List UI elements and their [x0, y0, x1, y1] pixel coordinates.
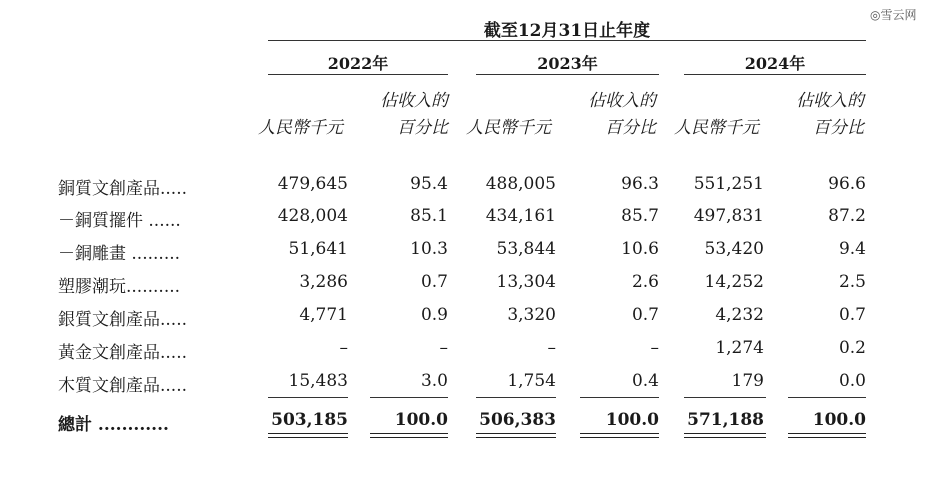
pct-2024: 0.0	[838, 371, 866, 391]
row-label: －銅雕畫 .........	[58, 244, 181, 264]
double-underline	[580, 433, 659, 438]
amount-2024: 14,252	[704, 272, 764, 292]
amount-label-2024: 人民幣千元	[674, 118, 759, 138]
amount-2023: 488,005	[485, 174, 556, 194]
pct-2023: 10.6	[621, 239, 659, 259]
amount-2024: 53,420	[704, 239, 764, 259]
subtotal-rule	[788, 397, 866, 398]
pct-2022: –	[439, 338, 448, 358]
pct-2023: 0.7	[631, 305, 659, 325]
row-label: －銅質擺件 ......	[58, 211, 181, 231]
row-label: 塑膠潮玩..........	[58, 277, 181, 297]
pct-label-2022-line1: 佔收入的	[380, 91, 448, 111]
year-2023: 2023年	[537, 54, 598, 73]
pct-2024: 2.5	[838, 272, 866, 292]
total-pct-2023: 100.0	[605, 410, 659, 430]
subtotal-rule	[476, 397, 556, 398]
year-2024: 2024年	[744, 54, 806, 73]
subtotal-rule	[268, 397, 348, 398]
subtotal-rule	[580, 397, 659, 398]
amount-label-2022: 人民幣千元	[258, 118, 343, 138]
pct-2022: 10.3	[410, 239, 448, 259]
row-label: 黃金文創產品.....	[58, 343, 188, 363]
total-amount-2024: 571,188	[687, 410, 764, 430]
double-underline	[476, 433, 556, 438]
amount-2023: 3,320	[507, 305, 556, 325]
amount-2022: 51,641	[288, 239, 348, 259]
amount-2023: 434,161	[485, 206, 556, 226]
pct-label-2024-line2: 百分比	[813, 118, 864, 138]
amount-2022: 3,286	[299, 272, 348, 292]
amount-2023: 1,754	[507, 371, 556, 391]
subtotal-rule	[684, 397, 766, 398]
pct-2023: 0.4	[631, 371, 659, 391]
total-pct-2022: 100.0	[394, 410, 448, 430]
amount-2023: –	[547, 338, 556, 358]
total-amount-2023: 506,383	[479, 410, 556, 430]
pct-2022: 3.0	[420, 371, 448, 391]
row-label: 木質文創產品.....	[58, 376, 188, 396]
header-rule	[268, 40, 866, 41]
year-rule-2023	[476, 74, 659, 75]
pct-2022: 0.9	[420, 305, 448, 325]
double-underline	[370, 433, 448, 438]
pct-2024: 0.2	[838, 338, 866, 358]
pct-label-2022-line2: 百分比	[397, 118, 448, 138]
amount-2024: 1,274	[715, 338, 764, 358]
pct-2024: 9.4	[838, 239, 866, 259]
pct-2022: 85.1	[410, 206, 448, 226]
total-amount-2022: 503,185	[271, 410, 348, 430]
pct-label-2023-line1: 佔收入的	[588, 91, 656, 111]
row-label: 銅質文創產品.....	[58, 179, 188, 199]
amount-2024: 179	[731, 371, 764, 391]
amount-2022: 479,645	[277, 174, 348, 194]
pct-label-2024-line1: 佔收入的	[796, 91, 864, 111]
amount-2022: –	[339, 338, 348, 358]
subtotal-rule	[370, 397, 448, 398]
amount-label-2023: 人民幣千元	[466, 118, 551, 138]
amount-2023: 53,844	[496, 239, 556, 259]
watermark: ◎雪云网	[870, 8, 917, 22]
row-label: 銀質文創產品.....	[58, 310, 188, 330]
total-pct-2024: 100.0	[812, 410, 866, 430]
amount-2024: 4,232	[715, 305, 764, 325]
pct-2023: –	[650, 338, 659, 358]
pct-label-2023-line2: 百分比	[605, 118, 656, 138]
year-rule-2024	[684, 74, 866, 75]
double-underline	[788, 433, 866, 438]
double-underline	[268, 433, 348, 438]
pct-2024: 96.6	[828, 174, 866, 194]
pct-2023: 2.6	[631, 272, 659, 292]
amount-2022: 15,483	[288, 371, 348, 391]
double-underline	[684, 433, 766, 438]
period-header: 截至12月31日止年度	[483, 21, 651, 41]
amount-2022: 428,004	[277, 206, 348, 226]
amount-2024: 551,251	[693, 174, 764, 194]
total-label: 總計 ............	[58, 415, 169, 435]
year-2022: 2022年	[327, 54, 389, 73]
amount-2024: 497,831	[693, 206, 764, 226]
year-rule-2022	[268, 74, 448, 75]
pct-2023: 85.7	[621, 206, 659, 226]
pct-2024: 0.7	[838, 305, 866, 325]
amount-2022: 4,771	[299, 305, 348, 325]
pct-2022: 0.7	[420, 272, 448, 292]
pct-2023: 96.3	[621, 174, 659, 194]
pct-2024: 87.2	[828, 206, 866, 226]
amount-2023: 13,304	[496, 272, 556, 292]
pct-2022: 95.4	[410, 174, 448, 194]
